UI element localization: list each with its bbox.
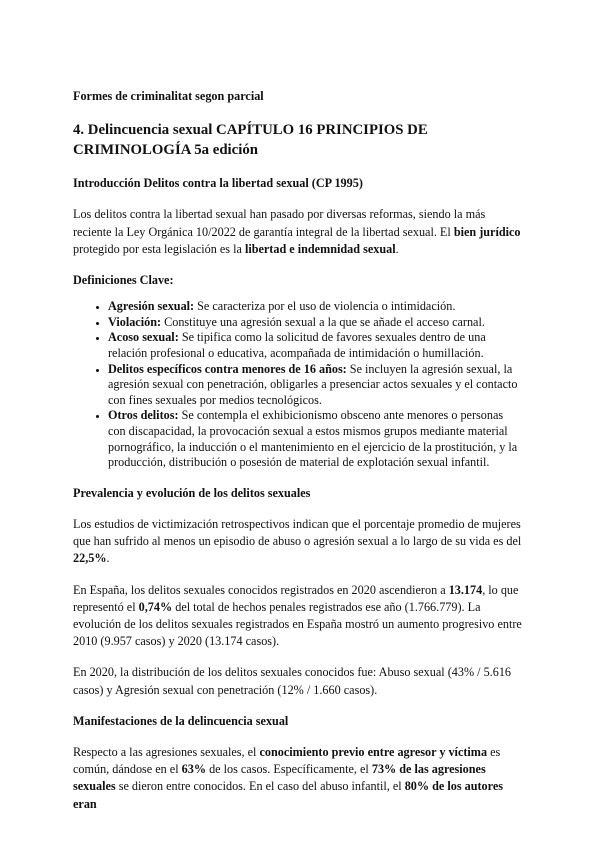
prevalence-bold-share: 0,74% [138, 599, 173, 614]
list-item [108, 315, 523, 331]
definition-text: Se incluyen la agresión sexual, la agresión sexual con penetración, obligarles a presenciar actos sexuales y el contacto con fines sexuales por medios tecnológicos. [108, 361, 518, 407]
definition-text: Constituye una agresión sexual a la que se añade el acceso carnal. [161, 314, 485, 329]
definition-term: Agresión sexual: [108, 299, 195, 314]
prevalence-bold-percent: 22,5% [73, 551, 107, 566]
definitions-heading: Definiciones Clave: [73, 273, 174, 288]
manifestations-bold-2: 63% [181, 762, 207, 777]
manifestations-text-d: se dieron entre conocidos. En el caso del abuso infantil, el [115, 779, 405, 794]
definition-term: Delitos específicos contra menores de 16 años: [108, 361, 347, 376]
prevalence-bold-count: 13.174 [448, 582, 483, 597]
document-content [73, 88, 523, 813]
manifestations-text-c: de los casos. Específicamente, el [206, 762, 372, 777]
manifestations-bold-1: conocimiento previo entre agresor y víctima [259, 744, 488, 759]
prevalence-paragraph-3: En 2020, la distribución de los delitos sexuales conocidos fue: Abuso sexual (43% / 5.616 casos) y Agresión sexual con penetración (12% / 1.660 casos). [73, 665, 512, 697]
definition-term: Violación: [108, 314, 162, 329]
definition-term: Otros delitos: [108, 408, 179, 423]
list-item [108, 299, 523, 315]
list-item [108, 362, 523, 409]
definition-text: Se caracteriza por el uso de violencia o intimidación. [194, 299, 456, 314]
manifestations-text-a: Respecto a las agresiones sexuales, el [73, 744, 260, 759]
list-item [108, 330, 523, 361]
intro-bold-bien-juridico: bien jurídico [453, 224, 521, 239]
prevalence-text-2b: , lo que representó el [73, 582, 519, 614]
prevalence-heading: Prevalencia y evolución de los delitos sexuales [73, 485, 311, 500]
prevalence-text-2c: del total de hechos penales registrados ese año (1.766.779). La evolución de los delitos sexuales registrados en España mostró un aumento progresivo entre 2010 (9.957 casos) y 2020 (13.174 casos). [73, 599, 522, 649]
chapter-title: 4. Delincuencia sexual CAPÍTULO 16 PRINCIPIOS DE CRIMINOLOGÍA 5a edición [73, 122, 428, 158]
document-header: Formes de criminalitat segon parcial [73, 89, 264, 103]
manifestations-bold-3: 73% de las agresiones sexuales [73, 762, 486, 794]
definitions-list [73, 299, 523, 471]
intro-text-3: . [395, 241, 399, 256]
definition-term: Acoso sexual: [108, 330, 179, 345]
intro-bold-libertad: libertad e indemnidad sexual [244, 241, 396, 256]
prevalence-text-2a: En España, los delitos sexuales conocidos registrados en 2020 ascendieron a [73, 582, 449, 597]
definition-text: Se contempla el exhibicionismo obsceno ante menores o personas con discapacidad, la provocación sexual a estos mismos grupos mediante material pornográfico, la inducción o el mantenimiento en el ejercicio de la prostitución, y la producción, distribución o posesión de material de explotación sexual infantil. [108, 408, 518, 470]
manifestations-paragraph [73, 744, 523, 813]
definition-text: Se tipifica como la solicitud de favores sexuales dentro de una relación profesional o educativa, acompañada de intimidación o humillación. [108, 330, 486, 360]
manifestations-text-b: es común, dándose en el [73, 744, 501, 777]
prevalence-text-end: . [106, 551, 110, 566]
prevalence-text-1: Los estudios de victimización retrospectivos indican que el porcentaje promedio de mujeres que han sufrido al menos un episodio de abuso o agresión sexual a lo largo de su vida es del [73, 516, 522, 549]
intro-heading: Introducción Delitos contra la libertad sexual (CP 1995) [73, 176, 363, 191]
manifestations-heading: Manifestaciones de la delincuencia sexual [73, 713, 289, 728]
prevalence-paragraph-1 [73, 516, 523, 568]
intro-text-2: protegido por esta legislación es la [73, 241, 245, 256]
prevalence-paragraph-2 [73, 582, 523, 651]
intro-paragraph [73, 206, 523, 258]
list-item [108, 408, 523, 470]
intro-text-1: Los delitos contra la libertad sexual han pasado por diversas reformas, siendo la más reciente la Ley Orgánica 10/2022 de garantía integral de la libertad sexual. El [73, 207, 486, 239]
manifestations-bold-4: 80% de los autores eran [73, 779, 503, 811]
